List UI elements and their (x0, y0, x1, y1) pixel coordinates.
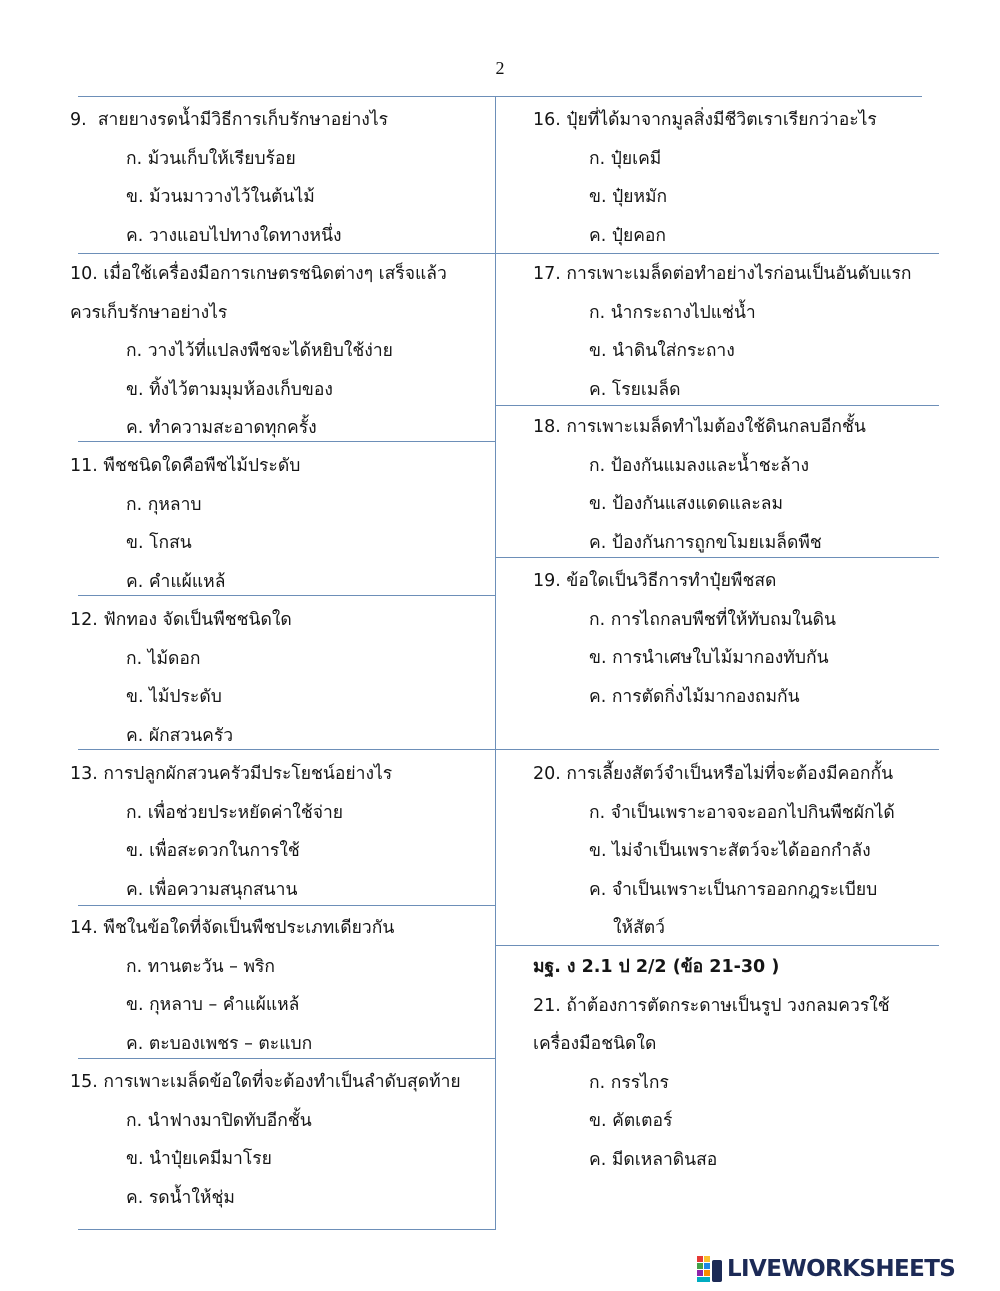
question-17 (533, 255, 912, 409)
answer-option-b[interactable]: ข. คัตเตอร์ (589, 1111, 673, 1132)
answer-option-a[interactable]: ก. กรรไกร (589, 1072, 669, 1093)
question-18 (533, 408, 866, 562)
question-text: 16. ปุ๋ยที่ได้มาจากมูลสิ่งมีชีวิตเราเรียกว่าอะไร (533, 110, 877, 130)
answer-option-b[interactable]: ข. เพื่อสะดวกในการใช้ (126, 841, 300, 862)
answer-option-c[interactable]: ค. มีดเหลาดินสอ (589, 1149, 718, 1170)
question-text: 19. ข้อใดเป็นวิธีการทำปุ๋ยพืชสด (533, 571, 777, 591)
question-12 (70, 601, 292, 755)
row-divider (495, 749, 939, 750)
answer-option-b[interactable]: ข. ป้องกันแสงแดดและลม (589, 494, 783, 515)
answer-option-a[interactable]: ก. ป้องกันแมลงและน้ำชะล้าง (589, 455, 810, 476)
question-text: 20. การเลี้ยงสัตว์จำเป็นหรือไม่ที่จะต้องมีคอกกั้น (533, 764, 894, 784)
question-15 (70, 1063, 461, 1217)
column-divider (495, 96, 496, 1230)
answer-option-c[interactable]: ค. ตะบองเพชร – ตะแบก (126, 1033, 313, 1054)
liveworksheets-logo-text: LIVEWORKSHEETS (727, 1256, 956, 1282)
question-text: 12. ฟักทอง จัดเป็นพืชชนิดใด (70, 610, 292, 630)
question-text: 10. เมื่อใช้เครื่องมือการเกษตรชนิดต่างๆ เสร็จแล้ว (70, 264, 447, 284)
question-text-continued: ควรเก็บรักษาอย่างไร (70, 302, 228, 323)
liveworksheets-logo (697, 1254, 955, 1284)
liveworksheets-logo-icon (697, 1256, 723, 1282)
answer-option-c[interactable]: ค. รดน้ำให้ชุ่ม (126, 1187, 235, 1208)
question-text: 11. พืชชนิดใดคือพืชไม้ประดับ (70, 456, 301, 476)
answer-option-b[interactable]: ข. ไม่จำเป็นเพราะสัตว์จะได้ออกกำลัง (589, 841, 871, 862)
answer-option-c[interactable]: ค. ทำความสะอาดทุกครั้ง (126, 418, 317, 439)
question-text: 18. การเพาะเมล็ดทำไมต้องใช้ดินกลบอีกชั้น (533, 417, 866, 437)
answer-option-c[interactable]: ค. ป้องกันการถูกขโมยเมล็ดพืช (589, 532, 822, 553)
question-text: 15. การเพาะเมล็ดข้อใดที่จะต้องทำเป็นลำดับสุดท้าย (70, 1072, 461, 1092)
answer-option-b[interactable]: ข. นำดินใส่กระถาง (589, 341, 735, 362)
question-13 (70, 755, 392, 909)
top-rule (78, 96, 922, 97)
answer-option-a[interactable]: ก. เพื่อช่วยประหยัดค่าใช้จ่าย (126, 802, 344, 823)
answer-option-c[interactable]: ค. การตัดกิ่งไม้มากองถมกัน (589, 686, 800, 707)
question-text-continued: เครื่องมือชนิดใด (533, 1034, 657, 1055)
standard-heading: มฐ. ง 2.1 ป 2/2 (ข้อ 21-30 ) (533, 957, 780, 977)
answer-option-b[interactable]: ข. ม้วนมาวางไว้ในต้นไม้ (126, 187, 315, 208)
question-20 (533, 755, 895, 948)
question-text: 17. การเพาะเมล็ดต่อทำอย่างไรก่อนเป็นอันดับแรก (533, 264, 912, 284)
answer-option-b[interactable]: ข. กุหลาบ – คำแผ้แหล้ (126, 995, 300, 1016)
question-9 (70, 101, 388, 255)
question-text: 21. ถ้าต้องการตัดกระดาษเป็นรูป วงกลมควรใช้ (533, 995, 890, 1016)
question-text: 9. สายยางรดน้ำมีวิธีการเก็บรักษาอย่างไร (70, 110, 389, 130)
answer-option-a[interactable]: ก. ไม้ดอก (126, 648, 201, 669)
answer-option-b[interactable]: ข. การนำเศษใบไม้มากองทับกัน (589, 648, 829, 669)
answer-option-c[interactable]: ค. เพื่อความสนุกสนาน (126, 879, 298, 900)
answer-option-c-continued[interactable]: ให้สัตว์ (613, 918, 665, 939)
answer-option-c[interactable]: ค. คำแผ้แหล้ (126, 571, 226, 592)
answer-option-a[interactable]: ก. จำเป็นเพราะอาจจะออกไปกินพืชผักได้ (589, 802, 895, 823)
answer-option-a[interactable]: ก. นำฟางมาปิดทับอีกชั้น (126, 1110, 312, 1131)
answer-option-a[interactable]: ก. การไถกลบพืชที่ให้ทับถมในดิน (589, 609, 837, 630)
question-21 (533, 948, 890, 1180)
answer-option-a[interactable]: ก. ทานตะวัน – พริก (126, 956, 276, 977)
question-11 (70, 447, 300, 601)
question-10 (70, 255, 447, 448)
question-19 (533, 562, 836, 716)
bottom-rule (78, 1229, 495, 1230)
answer-option-b[interactable]: ข. ไม้ประดับ (126, 687, 222, 708)
answer-option-c[interactable]: ค. โรยเมล็ด (589, 379, 681, 400)
answer-option-a[interactable]: ก. ม้วนเก็บให้เรียบร้อย (126, 148, 296, 169)
question-text: 14. พืชในข้อใดที่จัดเป็นพืชประเภทเดียวกัน (70, 918, 395, 938)
answer-option-a[interactable]: ก. ปุ๋ยเคมี (589, 148, 662, 169)
answer-option-b[interactable]: ข. โกสน (126, 533, 192, 554)
question-text: 13. การปลูกผักสวนครัวมีประโยชน์อย่างไร (70, 764, 393, 784)
answer-option-c[interactable]: ค. จำเป็นเพราะเป็นการออกกฎระเบียบ (589, 879, 878, 900)
answer-option-a[interactable]: ก. วางไว้ที่แปลงพืชจะได้หยิบใช้ง่าย (126, 341, 393, 362)
answer-option-c[interactable]: ค. ปุ๋ยคอก (589, 225, 667, 246)
question-16 (533, 101, 877, 255)
answer-option-c[interactable]: ค. ผักสวนครัว (126, 725, 234, 746)
answer-option-a[interactable]: ก. นำกระถางไปแช่น้ำ (589, 302, 756, 323)
answer-option-b[interactable]: ข. ปุ๋ยหมัก (589, 187, 668, 208)
answer-option-b[interactable]: ข. ทิ้งไว้ตามมุมห้องเก็บของ (126, 379, 333, 400)
answer-option-a[interactable]: ก. กุหลาบ (126, 494, 202, 515)
answer-option-b[interactable]: ข. นำปุ๋ยเคมีมาโรย (126, 1149, 272, 1170)
answer-option-c[interactable]: ค. วางแอบไปทางใดทางหนึ่ง (126, 225, 342, 246)
question-14 (70, 909, 394, 1063)
page-number: 2 (495, 58, 505, 78)
